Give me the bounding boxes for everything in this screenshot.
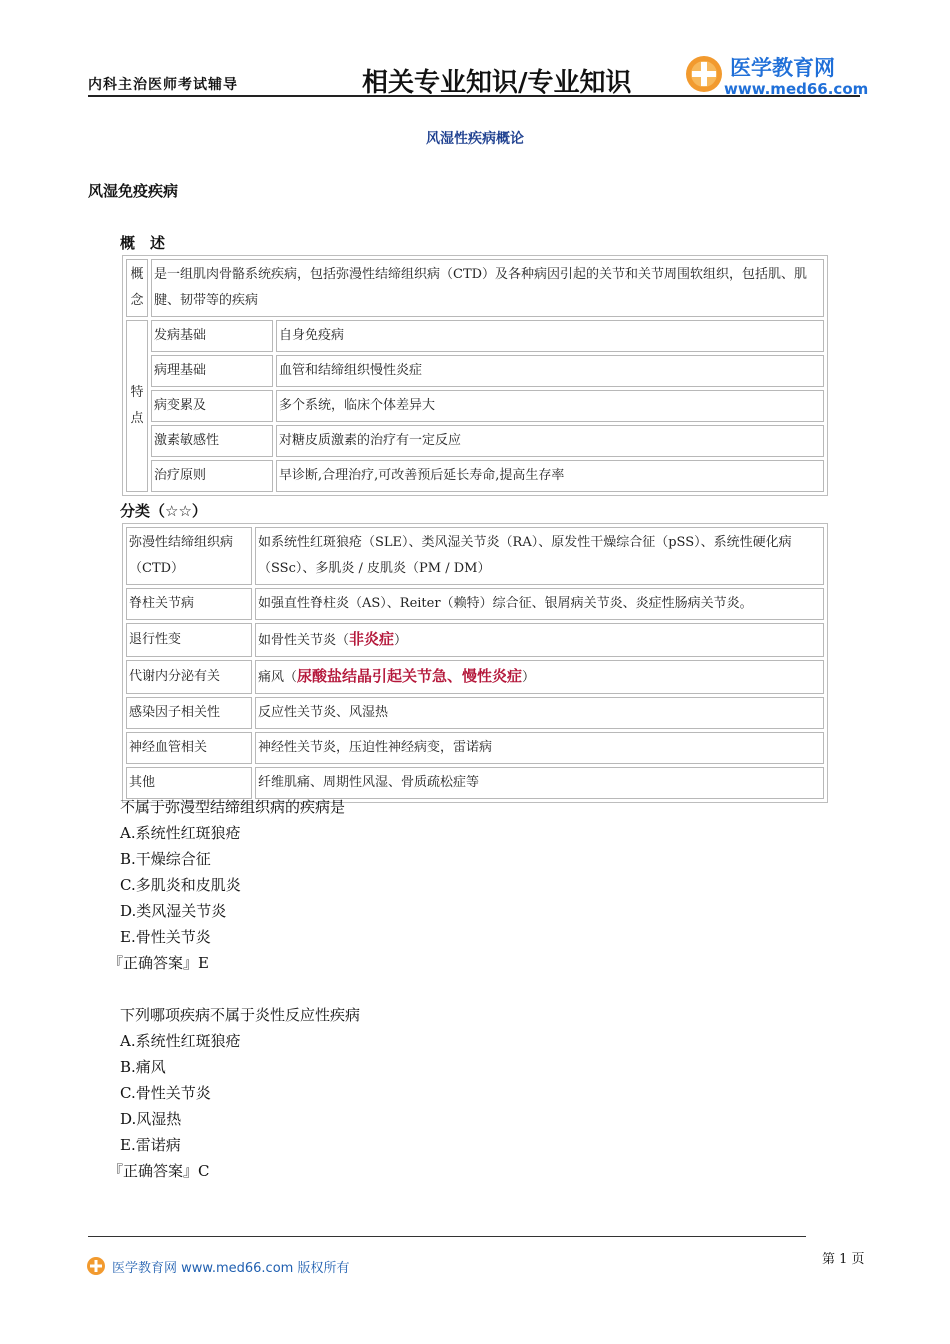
highlight-text: 尿酸盐结晶引起关节急、慢性炎症 — [297, 667, 523, 685]
class-value: 如骨性关节炎（非炎症） — [255, 623, 824, 657]
logo-brand: 医学教育网 — [730, 56, 835, 80]
logo-icon — [684, 54, 724, 94]
document-title: 风湿性疾病概论 — [426, 131, 524, 147]
question-option: A.系统性红斑狼疮 — [120, 1032, 241, 1050]
question-stem: 不属于弥漫型结缔组织病的疾病是 — [120, 798, 346, 816]
classification-table — [122, 523, 828, 803]
footer-logo-icon — [86, 1256, 106, 1276]
question-option: E.骨性关节炎 — [120, 928, 211, 946]
feature-value: 对糖皮质激素的治疗有一定反应 — [276, 425, 824, 457]
feature-value: 血管和结缔组织慢性炎症 — [276, 355, 824, 387]
table-row — [126, 660, 824, 694]
feature-value: 自身免疫病 — [276, 320, 824, 352]
highlight-text: 非炎症 — [349, 630, 395, 648]
class-value: 纤维肌痛、周期性风湿、骨质疏松症等 — [255, 767, 824, 799]
class-name: 弥漫性结缔组织病（CTD） — [126, 527, 252, 585]
class-value: 反应性关节炎、风湿热 — [255, 697, 824, 729]
question-option: E.雷诺病 — [120, 1136, 181, 1154]
class-name: 代谢内分泌有关 — [126, 660, 252, 694]
table-row — [126, 259, 824, 317]
overview-table — [122, 255, 828, 496]
table-row — [126, 732, 824, 764]
footer-rule — [88, 1236, 806, 1237]
class-value: 如强直性脊柱炎（AS）、Reiter（赖特）综合征、银屑病关节炎、炎症性肠病关节炎。 — [255, 588, 824, 620]
table-row — [126, 460, 824, 492]
page-number: 第 1 页 — [822, 1252, 865, 1267]
table-row — [126, 527, 824, 585]
features-label: 特点 — [126, 320, 148, 492]
class-value: 如系统性红斑狼疮（SLE）、类风湿关节炎（RA）、原发性干燥综合征（pSS）、系统性硬化病（SSc）、多肌炎 / 皮肌炎（PM / DM） — [255, 527, 824, 585]
question-stem: 下列哪项疾病不属于炎性反应性疾病 — [120, 1006, 361, 1024]
section-title: 风湿免疫疾病 — [88, 182, 179, 200]
class-name: 感染因子相关性 — [126, 697, 252, 729]
feature-value: 多个系统，临床个体差异大 — [276, 390, 824, 422]
classification-title: 分类（☆☆） — [120, 502, 207, 520]
feature-name: 发病基础 — [151, 320, 273, 352]
feature-value: 早诊断,合理治疗,可改善预后延长寿命,提高生存率 — [276, 460, 824, 492]
table-row — [126, 425, 824, 457]
class-name: 神经血管相关 — [126, 732, 252, 764]
question-answer: 『正确答案』C — [108, 1162, 210, 1180]
question-option: D.类风湿关节炎 — [120, 902, 227, 920]
concept-text: 是一组肌肉骨骼系统疾病，包括弥漫性结缔组织病（CTD）及各种病因引起的关节和关节周围软组织，包括肌、肌腱、韧带等的疾病 — [151, 259, 824, 317]
question-option: B.痛风 — [120, 1058, 166, 1076]
table-row — [126, 697, 824, 729]
table-row — [126, 320, 824, 352]
feature-name: 病理基础 — [151, 355, 273, 387]
class-name: 退行性变 — [126, 623, 252, 657]
table-row — [126, 355, 824, 387]
class-name: 脊柱关节病 — [126, 588, 252, 620]
question-answer: 『正确答案』E — [108, 954, 209, 972]
feature-name: 治疗原则 — [151, 460, 273, 492]
table-row — [126, 390, 824, 422]
feature-name: 病变累及 — [151, 390, 273, 422]
header-title: 相关专业知识/专业知识 — [362, 68, 632, 98]
feature-name: 激素敏感性 — [151, 425, 273, 457]
class-value: 痛风（尿酸盐结晶引起关节急、慢性炎症） — [255, 660, 824, 694]
question-option: C.多肌炎和皮肌炎 — [120, 876, 241, 894]
footer-copyright: 医学教育网 www.med66.com 版权所有 — [112, 1261, 350, 1276]
class-name: 其他 — [126, 767, 252, 799]
question-option: C.骨性关节炎 — [120, 1084, 211, 1102]
question-option: B.干燥综合征 — [120, 850, 211, 868]
overview-title: 概 述 — [120, 234, 166, 252]
question-option: D.风湿热 — [120, 1110, 182, 1128]
logo-url: www.med66.com — [724, 80, 869, 98]
header-subject: 内科主治医师考试辅导 — [88, 77, 238, 93]
table-row — [126, 588, 824, 620]
table-row — [126, 623, 824, 657]
question-option: A.系统性红斑狼疮 — [120, 824, 241, 842]
class-value: 神经性关节炎，压迫性神经病变，雷诺病 — [255, 732, 824, 764]
concept-label: 概念 — [126, 259, 148, 317]
